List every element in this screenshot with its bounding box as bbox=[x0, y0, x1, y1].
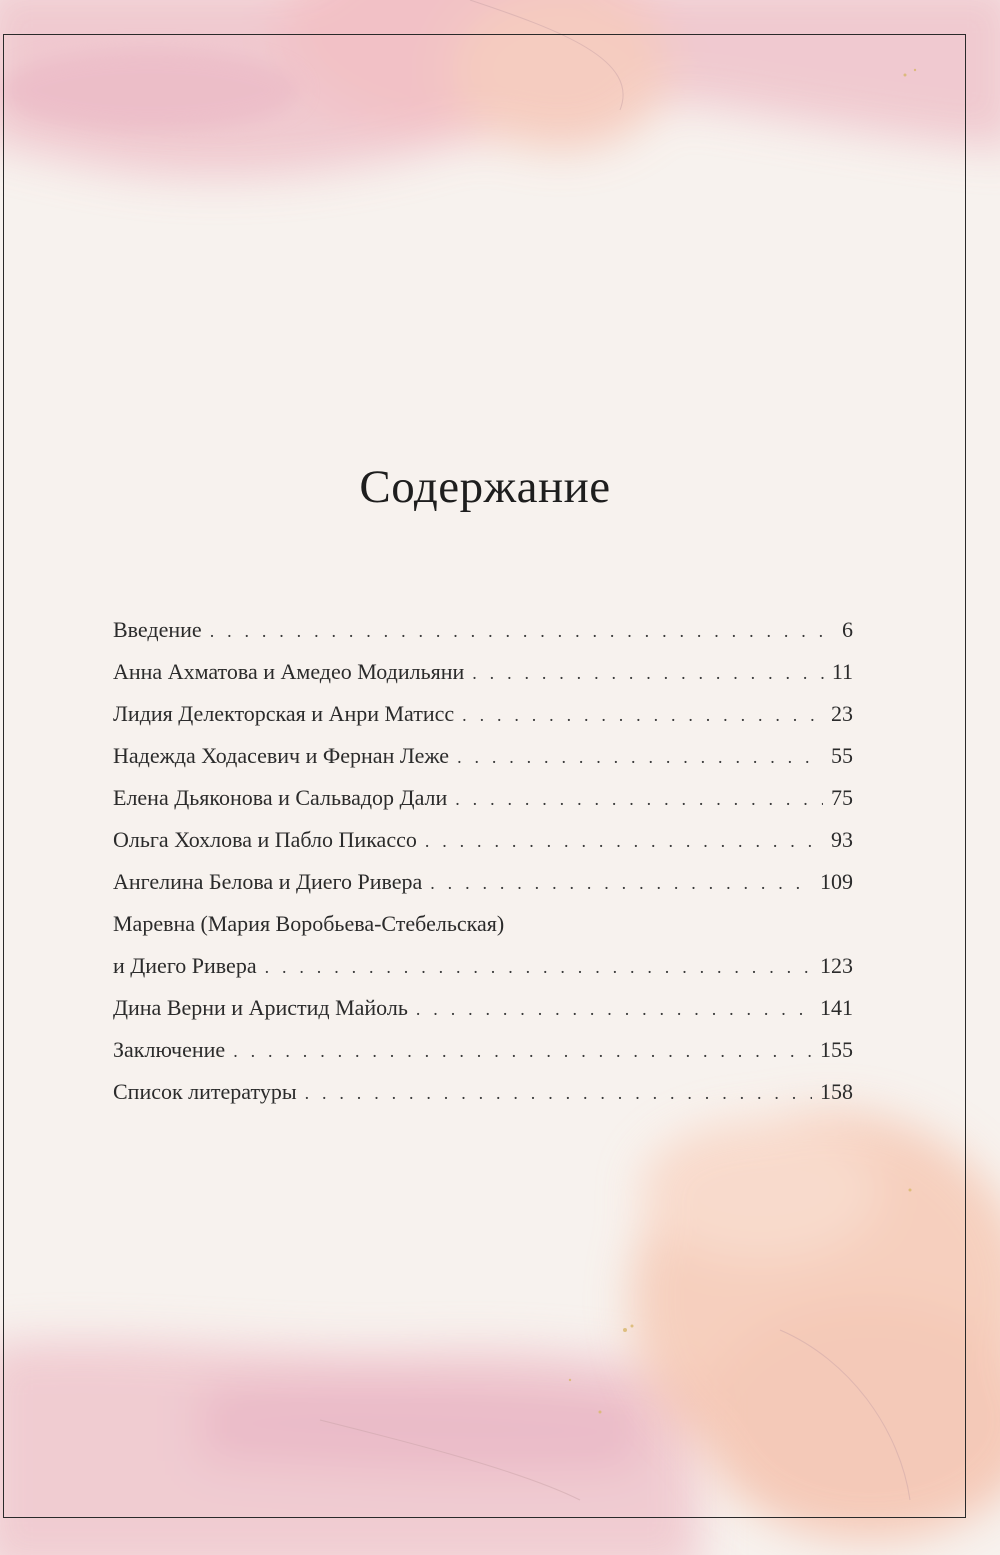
toc-entry[interactable] bbox=[113, 945, 853, 987]
toc-entry-label: Надежда Ходасевич и Фернан Леже bbox=[113, 743, 450, 768]
leader-dots bbox=[425, 820, 823, 862]
leader-dots bbox=[210, 610, 834, 652]
toc-entry-page: 75 bbox=[831, 785, 853, 810]
toc-entry[interactable] bbox=[113, 777, 853, 819]
leader-dots bbox=[430, 862, 812, 904]
toc-entry-label: Список литературы bbox=[113, 1079, 297, 1104]
toc-entry-label: Введение bbox=[113, 617, 202, 642]
toc-entry-page: 109 bbox=[820, 869, 853, 894]
toc-entry-label: Анна Ахматова и Амедео Модильяни bbox=[113, 659, 465, 684]
toc-entry-page: 23 bbox=[831, 701, 853, 726]
toc-entry-label: Ольга Хохлова и Пабло Пикассо bbox=[113, 827, 417, 852]
toc-entry-page: 155 bbox=[820, 1037, 853, 1062]
leader-dots bbox=[455, 778, 823, 820]
leader-dots bbox=[233, 1030, 812, 1072]
leader-dots bbox=[472, 652, 824, 694]
toc-entry[interactable] bbox=[113, 819, 853, 861]
toc-entry-label: Елена Дьяконова и Сальвадор Дали bbox=[113, 785, 448, 810]
toc-entry-label: Заключение bbox=[113, 1037, 226, 1062]
toc-entry-label: Маревна (Мария Воробьева-Стебельская) bbox=[113, 911, 505, 936]
table-of-contents bbox=[113, 609, 853, 1113]
toc-entry-label: Ангелина Белова и Диего Ривера bbox=[113, 869, 423, 894]
leader-dots bbox=[416, 988, 812, 1030]
leader-dots bbox=[462, 694, 823, 736]
toc-entry[interactable] bbox=[113, 609, 853, 651]
toc-entry[interactable] bbox=[113, 1071, 853, 1113]
page-title: Содержание bbox=[359, 461, 611, 513]
toc-entry-page: 93 bbox=[831, 827, 853, 852]
toc-entry-label: Лидия Делекторская и Анри Матисс bbox=[113, 701, 455, 726]
toc-entry-page: 123 bbox=[820, 953, 853, 978]
toc-entry[interactable] bbox=[113, 1029, 853, 1071]
toc-entry-label: и Диего Ривера bbox=[113, 953, 257, 978]
toc-entry[interactable] bbox=[113, 693, 853, 735]
toc-entry-page: 6 bbox=[842, 617, 853, 642]
toc-entry-first-line[interactable] bbox=[113, 903, 853, 945]
toc-entry-page: 158 bbox=[820, 1079, 853, 1104]
toc-entry[interactable] bbox=[113, 735, 853, 777]
toc-entry[interactable] bbox=[113, 987, 853, 1029]
toc-entry-page: 11 bbox=[831, 659, 853, 684]
toc-entry[interactable] bbox=[113, 861, 853, 903]
leader-dots bbox=[305, 1072, 812, 1114]
leader-dots bbox=[457, 736, 823, 778]
toc-entry-page: 141 bbox=[820, 995, 853, 1020]
toc-entry[interactable] bbox=[113, 651, 853, 693]
toc-entry-page: 55 bbox=[831, 743, 853, 768]
leader-dots bbox=[265, 946, 812, 988]
toc-entry-label: Дина Верни и Аристид Майоль bbox=[113, 995, 408, 1020]
